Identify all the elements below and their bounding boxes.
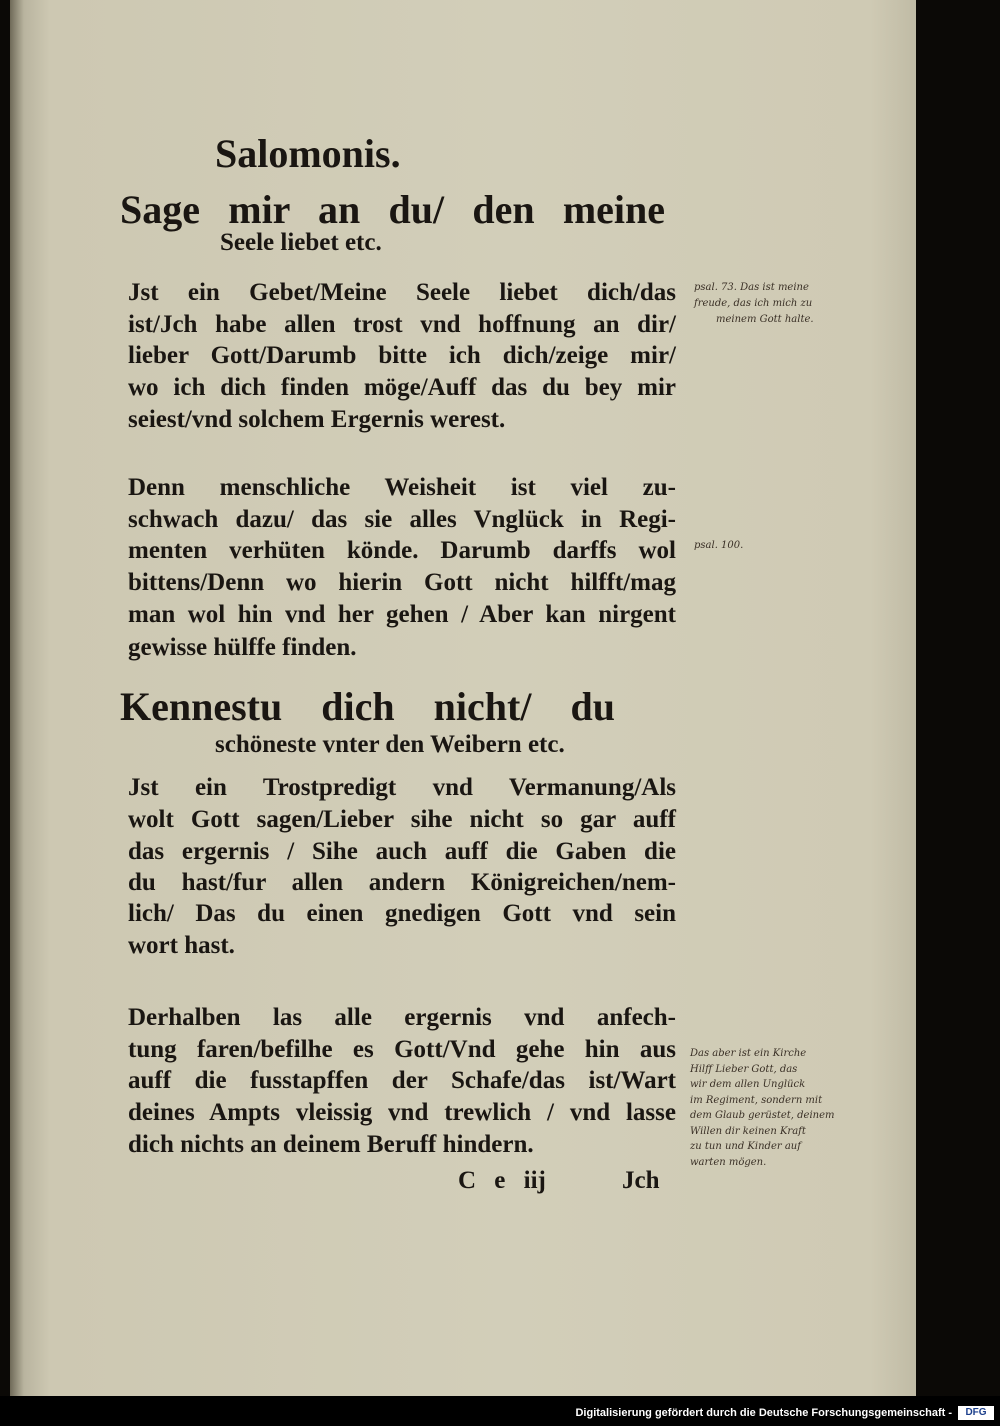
signature-mark: C e iij <box>458 1167 546 1194</box>
catchword: Jch <box>622 1167 660 1194</box>
marginal-note <box>694 280 814 328</box>
note-line: psal. 100. <box>694 540 744 551</box>
book-page <box>10 0 916 1396</box>
note-line: wir dem allen Unglück <box>690 1079 806 1090</box>
note-line: psal. 73. Das ist meine <box>694 282 809 293</box>
text-line: wort hast. <box>128 932 235 959</box>
text-line: auff die fusstapffen der Schafe/das ist/Wart <box>128 1067 676 1094</box>
text-line: seiest/vnd solchem Ergernis werest. <box>128 406 506 433</box>
text-line: Denn menschliche Weisheit ist viel zu- <box>128 474 676 501</box>
footer-bar <box>0 1396 1000 1426</box>
text-line: gewisse hülffe finden. <box>128 634 357 661</box>
note-line: zu tun und Kinder auf <box>690 1141 801 1152</box>
text-line: wo ich dich finden möge/Auff das du bey mir <box>128 374 676 401</box>
text-line: das ergernis / Sihe auch auff die Gaben die <box>128 838 676 865</box>
text-line: wolt Gott sagen/Lieber sihe nicht so gar auff <box>128 806 676 833</box>
marginal-note <box>694 538 743 554</box>
text-line: man wol hin vnd her gehen / Aber kan nirgent <box>128 601 676 628</box>
marginal-note <box>690 1046 835 1170</box>
text-line: ist/Jch habe allen trost vnd hoffnung an dir/ <box>128 311 676 338</box>
note-line: Willen dir keinen Kraft <box>690 1125 806 1137</box>
text-line: dich nichts an deinem Beruff hindern. <box>128 1131 534 1158</box>
note-line: im Regiment, sondern mit <box>690 1094 823 1106</box>
note-line: freude, das ich mich zu <box>694 298 813 309</box>
section-subheading: schöneste vnter den Weibern etc. <box>215 731 565 758</box>
text-line: menten verhüten könde. Darumb darffs wol <box>128 537 676 564</box>
running-head: Salomonis. <box>215 131 401 176</box>
note-line: dem Glaub gerüstet, deinem <box>690 1110 835 1121</box>
note-line: meinem Gott halte. <box>716 314 814 325</box>
text-line: Jst ein Trostpredigt vnd Vermanung/Als <box>128 774 676 801</box>
section-heading: Sage mir an du/ den meine <box>120 187 665 232</box>
text-line: lieber Gott/Darumb bitte ich dich/zeige mir/ <box>128 342 676 369</box>
text-line: tung faren/befilhe es Gott/Vnd gehe hin aus <box>128 1036 676 1063</box>
funding-notice: Digitalisierung gefördert durch die Deutsche Forschungsgemeinschaft - <box>575 1407 952 1419</box>
dfg-logo: DFG <box>958 1406 994 1420</box>
text-line: schwach dazu/ das sie alles Vnglück in Regi- <box>128 506 676 533</box>
text-line: lich/ Das du einen gnedigen Gott vnd sein <box>128 900 676 927</box>
note-line: Das aber ist ein Kirche <box>690 1048 807 1059</box>
section-heading: Kennestu dich nicht/ du <box>120 684 615 729</box>
text-line: du hast/fur allen andern Königreichen/nem- <box>128 869 676 896</box>
text-line: Jst ein Gebet/Meine Seele liebet dich/das <box>128 279 676 306</box>
text-line: bittens/Denn wo hierin Gott nicht hilfft/mag <box>128 569 676 596</box>
section-subheading: Seele liebet etc. <box>220 229 382 256</box>
note-line: Hilff Lieber Gott, das <box>690 1063 798 1075</box>
text-line: deines Ampts vleissig vnd trewlich / vnd lasse <box>128 1099 676 1126</box>
note-line: warten mögen. <box>690 1156 767 1168</box>
text-line: Derhalben las alle ergernis vnd anfech- <box>128 1004 676 1031</box>
